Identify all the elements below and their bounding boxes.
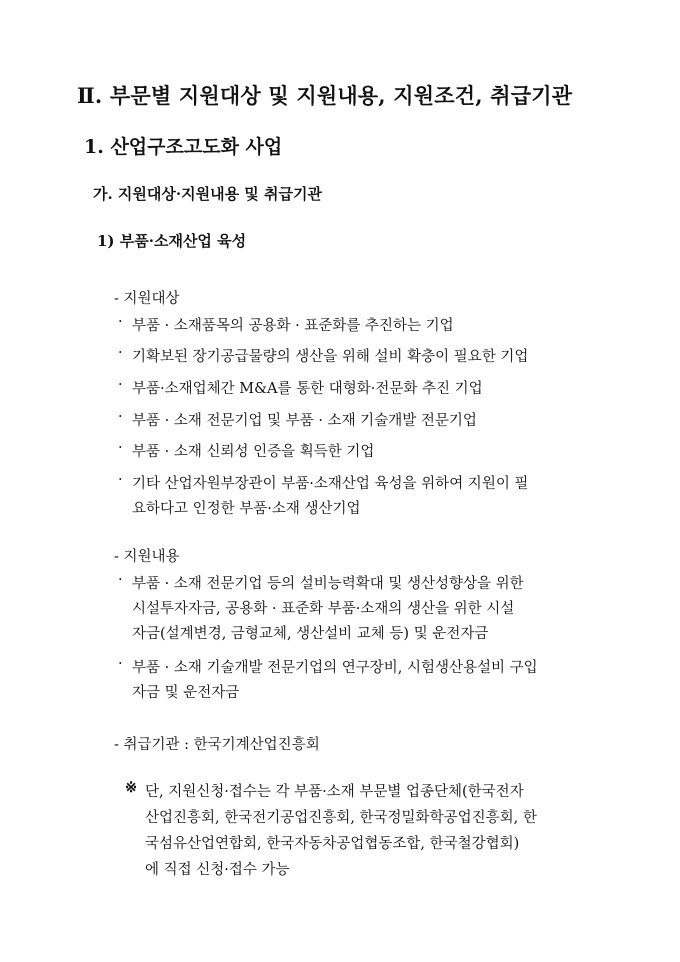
bullet-text: 자금(설계변경, 금형교체, 생산설비 교체 등) 및 운전자금 (132, 626, 489, 642)
bullet-marker: · (118, 377, 123, 393)
note (125, 779, 537, 883)
target-label: - 지원대상 (114, 291, 180, 307)
bullet-text: 기타 산업자원부장관이 부품·소재산업 육성을 위하여 지원이 필 (132, 476, 529, 492)
note-line: 단, 지원신청·접수는 각 부품·소재 부문별 업종단체(한국전자 (145, 784, 524, 800)
target-bullet (118, 472, 528, 522)
bullet-marker: · (118, 409, 123, 425)
section-heading: 1. 산업구조고도화 사업 (84, 136, 283, 158)
target-bullet (118, 314, 454, 339)
bullet-marker: · (118, 656, 123, 672)
bullet-text: 부품 · 소재 기술개발 전문기업의 연구장비, 시험생산용설비 구입 (132, 660, 538, 676)
bullet-marker: · (118, 440, 123, 456)
bullet-text: 부품 · 소재 전문기업 등의 설비능력확대 및 생산성향상을 위한 (132, 576, 524, 592)
note-line: 국섬유산업연합회, 한국자동차공업협동조합, 한국철강협회) (145, 836, 520, 852)
bullet-text: 부품·소재업체간 M&A를 통한 대형화·전문화 추진 기업 (132, 381, 483, 397)
item-heading: 1) 부품·소재산업 육성 (97, 232, 247, 250)
bullet-text: 부품 · 소재품목의 공용화 · 표준화를 추진하는 기업 (132, 318, 454, 334)
bullet-text: 요하다고 인정한 부품·소재 생산기업 (132, 501, 361, 517)
target-bullet (118, 440, 374, 465)
note-marker: ※ (125, 779, 138, 796)
chapter-heading: Ⅱ. 부문별 지원대상 및 지원내용, 지원조건, 취급기관 (77, 83, 573, 108)
bullet-text: 시설투자자금, 공용화 · 표준화 부품·소재의 생산을 위한 시설 (132, 601, 515, 617)
bullet-text: 부품 · 소재 신뢰성 인증을 획득한 기업 (132, 444, 375, 460)
bullet-marker: · (118, 345, 123, 361)
content-label: - 지원내용 (114, 549, 180, 565)
target-bullet (118, 345, 528, 370)
target-bullet (118, 377, 483, 402)
content-bullet (118, 656, 538, 706)
content-bullet (118, 572, 524, 647)
subsection-heading: 가. 지원대상·지원내용 및 취급기관 (93, 185, 322, 203)
target-bullet (118, 409, 477, 434)
bullet-text: 부품 · 소재 전문기업 및 부품 · 소재 기술개발 전문기업 (132, 413, 477, 429)
bullet-marker: · (118, 572, 123, 588)
bullet-text: 기확보된 장기공급물량의 생산을 위해 설비 확충이 필요한 기업 (132, 349, 529, 365)
agency-label: - 취급기관 : 한국기계산업진흥회 (114, 737, 320, 753)
note-line: 산업진흥회, 한국전기공업진흥회, 한국정밀화학공업진흥회, 한 (145, 810, 537, 826)
bullet-marker: · (118, 314, 123, 330)
bullet-marker: · (118, 472, 123, 488)
note-line: 에 직접 신청·접수 가능 (145, 862, 290, 878)
bullet-text: 자금 및 운전자금 (132, 685, 240, 701)
